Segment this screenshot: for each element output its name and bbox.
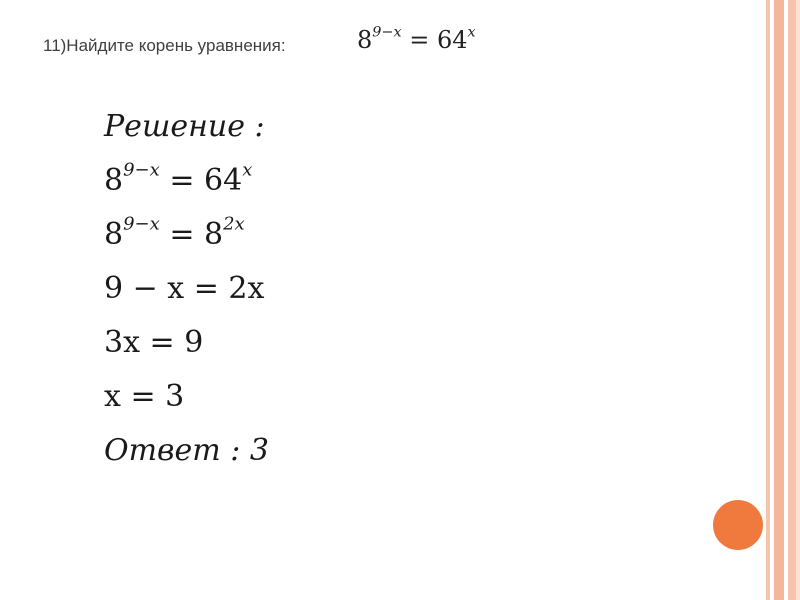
task-equation [357,26,476,54]
step1-exp-right: x [242,159,253,181]
solution-answer: Ответ : 3 [104,433,269,468]
step2-exp-left: 9−x [123,213,160,235]
solution-heading: Решение : [104,109,265,144]
solution-step-1 [104,154,269,208]
solution-step-4: 3x = 9 [104,325,204,360]
step2-exp-right: 2x [223,213,245,235]
step1-equals: = [159,163,204,198]
solution-block [104,100,269,478]
step1-exp-left: 9−x [123,159,160,181]
solution-step-5: x = 3 [104,379,185,414]
eq-base-right: 64 [437,26,468,54]
eq-exp-right: x [467,24,476,41]
step2-equals: = [159,217,204,252]
decor-stripe-3 [774,0,784,600]
step1-base-right: 64 [204,163,243,198]
step2-base-right: 8 [204,217,224,252]
step1-base-left: 8 [104,163,124,198]
solution-step-3: 9 − x = 2x [104,271,265,306]
solution-step-2 [104,208,269,262]
accent-circle [713,500,763,550]
decor-stripe-5 [788,0,796,600]
eq-equals: = [401,26,437,54]
step2-base-left: 8 [104,217,124,252]
task-text: 11)Найдите корень уравнения: [43,36,286,55]
eq-exp-left: 9−x [372,24,402,41]
eq-base-left: 8 [357,26,373,54]
decor-stripe-6 [796,0,800,600]
